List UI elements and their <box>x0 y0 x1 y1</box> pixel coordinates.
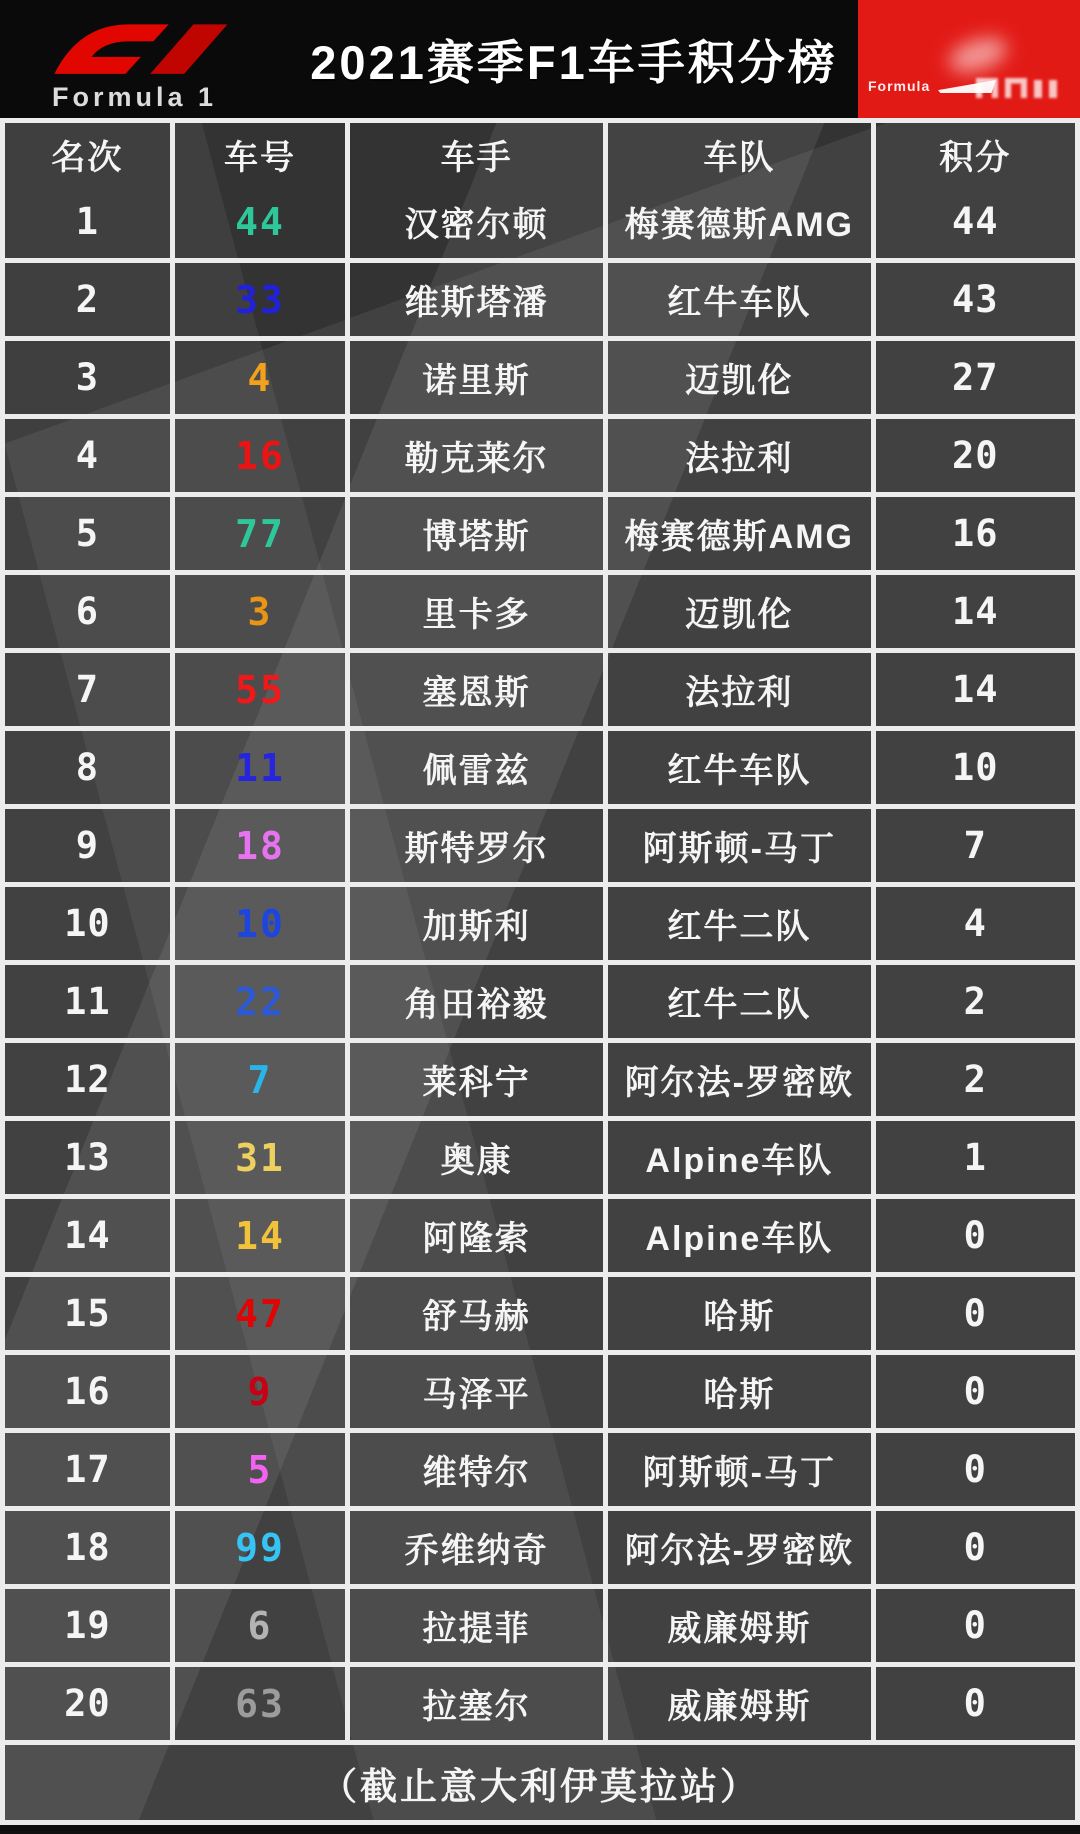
points-cell: 0 <box>871 1433 1075 1506</box>
team-cell: 法拉利 <box>603 419 871 492</box>
table-header-row <box>5 123 1075 185</box>
car-number: 22 <box>235 979 285 1024</box>
car-number-cell <box>170 575 345 648</box>
rank-cell: 17 <box>5 1433 170 1506</box>
table-row <box>5 960 1075 1038</box>
car-number-cell <box>170 1355 345 1428</box>
table-row <box>5 570 1075 648</box>
rank-cell: 14 <box>5 1199 170 1272</box>
page-header <box>0 0 1080 118</box>
team-cell: 威廉姆斯 <box>603 1667 871 1740</box>
car-number-cell <box>170 965 345 1038</box>
team-cell: 阿尔法-罗密欧 <box>603 1511 871 1584</box>
table-row <box>5 1116 1075 1194</box>
driver-cell: 马泽平 <box>345 1355 603 1428</box>
team-cell: 梅赛德斯AMG <box>603 185 871 258</box>
car-number: 99 <box>235 1525 285 1570</box>
driver-cell: 拉提菲 <box>345 1589 603 1662</box>
team-cell: 红牛二队 <box>603 887 871 960</box>
team-cell: 阿斯顿-马丁 <box>603 1433 871 1506</box>
table-row <box>5 1428 1075 1506</box>
driver-cell: 斯特罗尔 <box>345 809 603 882</box>
car-number: 6 <box>247 1603 273 1648</box>
team-cell: 阿尔法-罗密欧 <box>603 1043 871 1116</box>
rank-cell: 11 <box>5 965 170 1038</box>
points-cell: 2 <box>871 965 1075 1038</box>
team-cell: Alpine车队 <box>603 1199 871 1272</box>
car-number-cell <box>170 653 345 726</box>
points-cell: 1 <box>871 1121 1075 1194</box>
team-cell: 阿斯顿-马丁 <box>603 809 871 882</box>
car-number: 5 <box>247 1447 273 1492</box>
table-footer-row <box>5 1740 1075 1820</box>
page-title: 2021赛季F1车手积分榜 <box>310 35 838 89</box>
table-row <box>5 1350 1075 1428</box>
footnote: （截止意大利伊莫拉站） <box>5 1745 1075 1820</box>
car-number-cell <box>170 1433 345 1506</box>
points-cell: 16 <box>871 497 1075 570</box>
table-row <box>5 804 1075 882</box>
points-cell: 44 <box>871 185 1075 258</box>
car-number-cell <box>170 1667 345 1740</box>
points-cell: 4 <box>871 887 1075 960</box>
table-row <box>5 336 1075 414</box>
rank-cell: 8 <box>5 731 170 804</box>
points-cell: 0 <box>871 1277 1075 1350</box>
car-number: 31 <box>235 1135 285 1180</box>
team-cell: 法拉利 <box>603 653 871 726</box>
rank-cell: 19 <box>5 1589 170 1662</box>
table-row <box>5 1038 1075 1116</box>
points-cell: 43 <box>871 263 1075 336</box>
points-cell: 7 <box>871 809 1075 882</box>
car-number-cell <box>170 1589 345 1662</box>
driver-cell: 塞恩斯 <box>345 653 603 726</box>
points-cell: 14 <box>871 653 1075 726</box>
points-cell: 0 <box>871 1355 1075 1428</box>
rank-cell: 5 <box>5 497 170 570</box>
rank-cell: 7 <box>5 653 170 726</box>
car-number: 3 <box>247 589 273 634</box>
col-header-team: 车队 <box>603 123 871 185</box>
car-number-cell <box>170 185 345 258</box>
car-number-cell <box>170 497 345 570</box>
rank-cell: 9 <box>5 809 170 882</box>
rank-cell: 10 <box>5 887 170 960</box>
rank-cell: 4 <box>5 419 170 492</box>
table-row <box>5 726 1075 804</box>
car-number: 16 <box>235 433 285 478</box>
col-header-points: 积分 <box>871 123 1075 185</box>
points-cell: 10 <box>871 731 1075 804</box>
points-cell: 20 <box>871 419 1075 492</box>
table-row <box>5 882 1075 960</box>
rank-cell: 1 <box>5 185 170 258</box>
car-number: 14 <box>235 1213 285 1258</box>
driver-cell: 维斯塔潘 <box>345 263 603 336</box>
car-number: 63 <box>235 1681 285 1726</box>
f1-logo-block <box>0 0 300 118</box>
corner-formula-wordmark: Formula <box>868 78 931 94</box>
driver-cell: 舒马赫 <box>345 1277 603 1350</box>
title-block <box>300 0 858 118</box>
car-number: 10 <box>235 901 285 946</box>
driver-cell: 博塔斯 <box>345 497 603 570</box>
rank-cell: 20 <box>5 1667 170 1740</box>
car-number: 47 <box>235 1291 285 1336</box>
rank-cell: 12 <box>5 1043 170 1116</box>
team-cell: 哈斯 <box>603 1355 871 1428</box>
points-cell: 14 <box>871 575 1075 648</box>
col-header-car: 车号 <box>170 123 345 185</box>
col-header-driver: 车手 <box>345 123 603 185</box>
table-row <box>5 414 1075 492</box>
rank-cell: 2 <box>5 263 170 336</box>
car-number: 9 <box>247 1369 273 1414</box>
car-number-cell <box>170 263 345 336</box>
table-row <box>5 258 1075 336</box>
col-header-rank: 名次 <box>5 123 170 185</box>
driver-cell: 勒克莱尔 <box>345 419 603 492</box>
team-cell: Alpine车队 <box>603 1121 871 1194</box>
car-number: 11 <box>235 745 285 790</box>
driver-cell: 诺里斯 <box>345 341 603 414</box>
car-number: 7 <box>247 1057 273 1102</box>
car-number-cell <box>170 341 345 414</box>
table-row <box>5 185 1075 258</box>
table-row <box>5 648 1075 726</box>
corner-brand-badge <box>858 0 1080 118</box>
rank-cell: 13 <box>5 1121 170 1194</box>
car-number: 4 <box>247 355 273 400</box>
points-cell: 2 <box>871 1043 1075 1116</box>
car-number: 44 <box>235 199 285 244</box>
team-cell: 红牛车队 <box>603 263 871 336</box>
table-row <box>5 492 1075 570</box>
car-number-cell <box>170 419 345 492</box>
driver-cell: 里卡多 <box>345 575 603 648</box>
team-cell: 哈斯 <box>603 1277 871 1350</box>
rank-cell: 15 <box>5 1277 170 1350</box>
points-cell: 27 <box>871 341 1075 414</box>
f1-wordmark: Formula 1 <box>52 82 218 112</box>
car-number-cell <box>170 731 345 804</box>
points-cell: 0 <box>871 1667 1075 1740</box>
car-number: 18 <box>235 823 285 868</box>
team-cell: 迈凯伦 <box>603 575 871 648</box>
driver-cell: 维特尔 <box>345 1433 603 1506</box>
table-row <box>5 1506 1075 1584</box>
driver-cell: 乔维纳奇 <box>345 1511 603 1584</box>
rank-cell: 6 <box>5 575 170 648</box>
points-cell: 0 <box>871 1199 1075 1272</box>
team-cell: 迈凯伦 <box>603 341 871 414</box>
car-number-cell <box>170 809 345 882</box>
rank-cell: 16 <box>5 1355 170 1428</box>
f1-logo-icon <box>44 12 244 80</box>
points-cell: 0 <box>871 1511 1075 1584</box>
points-cell: 0 <box>871 1589 1075 1662</box>
rank-cell: 3 <box>5 341 170 414</box>
car-number-cell <box>170 1511 345 1584</box>
bottom-strip <box>0 1820 1080 1834</box>
standings-table <box>0 118 1080 1820</box>
team-cell: 红牛车队 <box>603 731 871 804</box>
driver-cell: 阿隆索 <box>345 1199 603 1272</box>
driver-cell: 莱科宁 <box>345 1043 603 1116</box>
driver-cell: 加斯利 <box>345 887 603 960</box>
table-row <box>5 1272 1075 1350</box>
driver-cell: 角田裕毅 <box>345 965 603 1038</box>
table-row <box>5 1662 1075 1740</box>
team-cell: 梅赛德斯AMG <box>603 497 871 570</box>
car-number: 77 <box>235 511 285 556</box>
driver-cell: 汉密尔顿 <box>345 185 603 258</box>
car-number-cell <box>170 1043 345 1116</box>
table-row <box>5 1584 1075 1662</box>
driver-cell: 佩雷兹 <box>345 731 603 804</box>
team-cell: 威廉姆斯 <box>603 1589 871 1662</box>
driver-cell: 拉塞尔 <box>345 1667 603 1740</box>
faded-watermark <box>976 72 1076 98</box>
team-cell: 红牛二队 <box>603 965 871 1038</box>
driver-cell: 奥康 <box>345 1121 603 1194</box>
car-number: 55 <box>235 667 285 712</box>
rank-cell: 18 <box>5 1511 170 1584</box>
car-number-cell <box>170 887 345 960</box>
car-number-cell <box>170 1121 345 1194</box>
car-number-cell <box>170 1199 345 1272</box>
car-number: 33 <box>235 277 285 322</box>
table-row <box>5 1194 1075 1272</box>
car-number-cell <box>170 1277 345 1350</box>
